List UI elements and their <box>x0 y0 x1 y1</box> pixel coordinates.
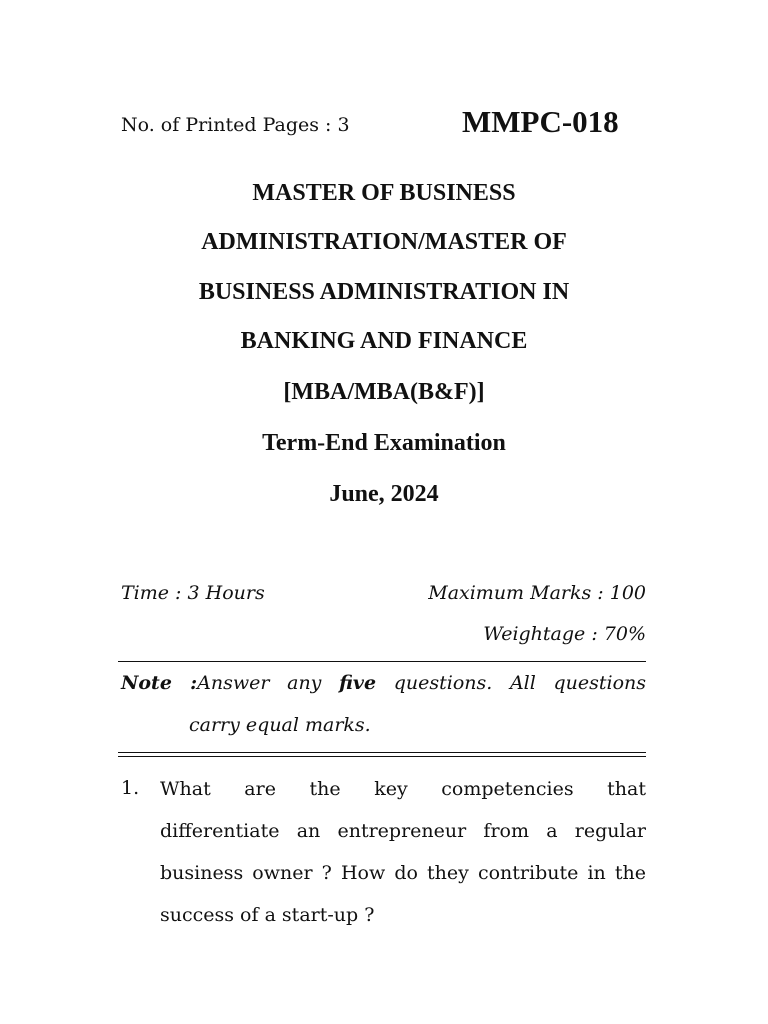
printed-pages-count: No. of Printed Pages : 3 <box>121 114 350 136</box>
programme-abbreviation: [MBA/MBA(B&F)] <box>283 379 485 405</box>
note-line-2: carry equal marks. <box>189 714 371 736</box>
exam-time: Time : 3 Hours <box>121 582 265 604</box>
exam-name: Term-End Examination <box>262 430 506 456</box>
weightage: Weightage : 70% <box>483 623 646 645</box>
note-label: Note : <box>121 672 198 694</box>
double-rule-bottom <box>118 756 646 757</box>
exam-date: June, 2024 <box>329 481 439 507</box>
note-text-b: questions. All questions <box>393 672 647 694</box>
programme-title-line-3: BUSINESS ADMINISTRATION IN <box>198 279 570 305</box>
question-1-line-3: business owner ? How do they contribute in the <box>160 862 646 884</box>
divider-line <box>118 661 646 662</box>
note-line-1 <box>121 672 646 694</box>
course-code: MMPC-018 <box>462 104 619 139</box>
programme-title-line-2: ADMINISTRATION/MASTER OF <box>201 229 567 255</box>
maximum-marks: Maximum Marks : 100 <box>428 582 646 604</box>
note-emphasis: five <box>339 672 377 694</box>
programme-title-line-1: MASTER OF BUSINESS <box>252 180 516 206</box>
question-1-line-1: What are the key competencies that <box>160 778 646 800</box>
question-1-line-4: success of a start-up ? <box>160 904 375 926</box>
note-text-a: Answer any <box>197 672 322 694</box>
question-1-line-2: differentiate an entrepreneur from a regular <box>160 820 646 842</box>
question-number: 1. <box>121 777 140 799</box>
programme-title-line-4: BANKING AND FINANCE <box>240 328 528 354</box>
double-rule-top <box>118 752 646 753</box>
